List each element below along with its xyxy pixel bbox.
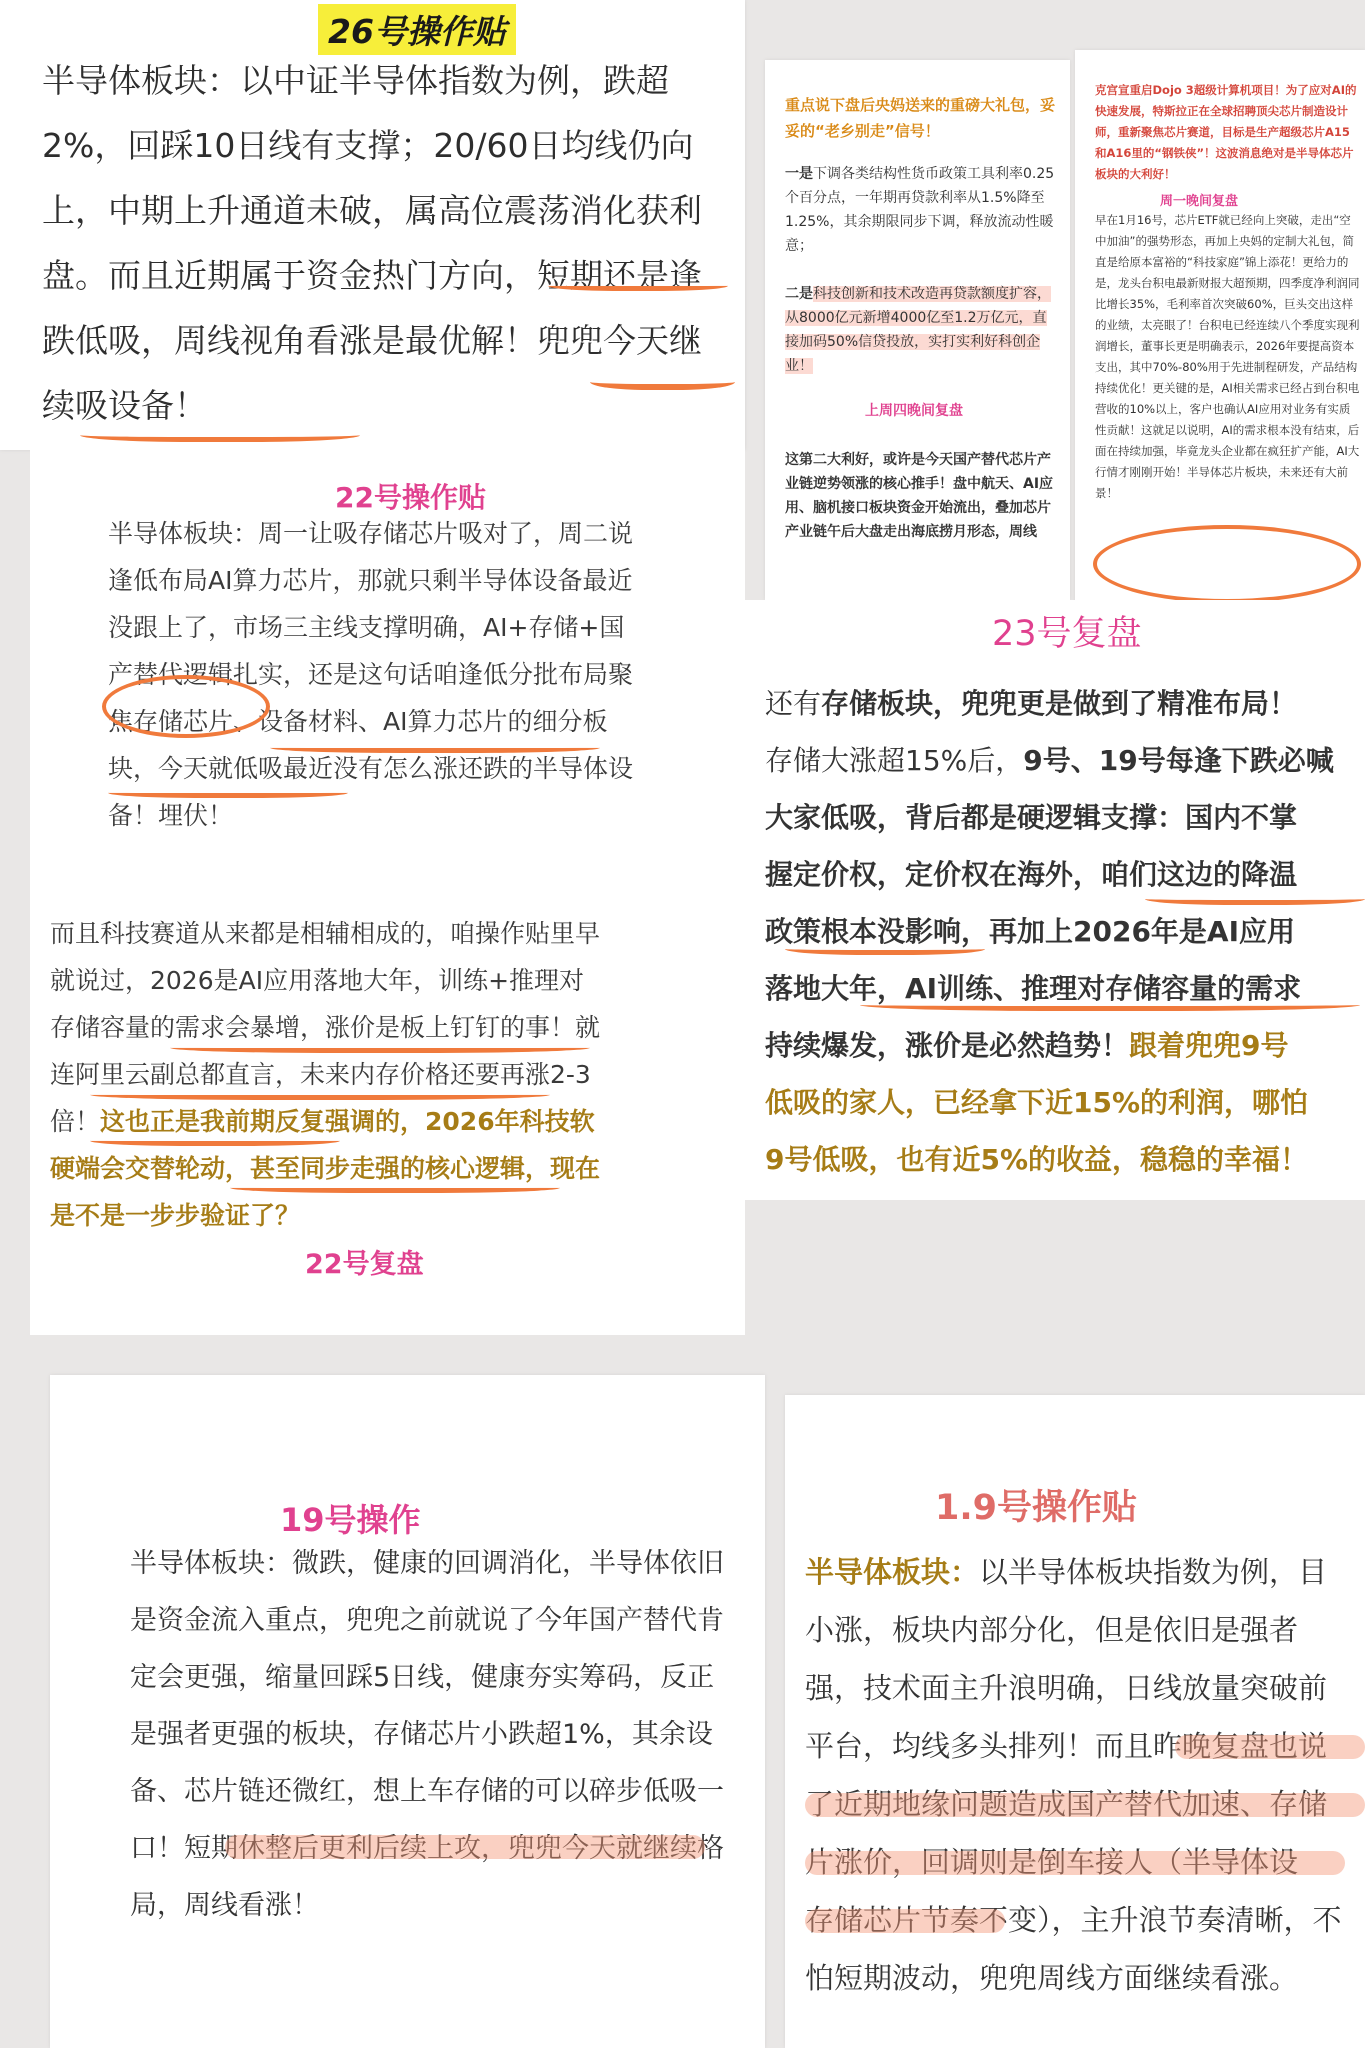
post-26-title: 26号操作贴	[318, 4, 516, 55]
policy-tag: 上周四晚间复盘	[865, 403, 963, 419]
post-1-9-text: 半导体板块：以半导体板块指数为例，目 小涨，板块内部分化，但是依旧是强者 强，技术面主升浪明确，日线放量突破前 平台，均线多头排列！而且昨晚复盘也说 了近期地缘问题造成国产替代加速、存储 片涨价，回调则是倒车接人（半导体设 存储芯片节奏不变），主升浪节奏清晰，不 怕短期波动，兜兜周线方面继续看涨。	[805, 1555, 1342, 1995]
post-19-card	[50, 1375, 765, 2048]
highlight-mark	[805, 1909, 1005, 1933]
underline-mark	[590, 370, 735, 390]
post-22-text: 半导体板块：周一让吸存储芯片吸对了，周二说逢低布局AI算力芯片，那就只剩半导体设备最近没跟上了，市场三主线支撑明确，AI+存储+国产替代逻辑扎实，还是这句话咱逢低分批布局聚焦存储芯片、设备材料、AI算力芯片的细分板块，今天就低吸最近没有怎么涨还跌的半导体设备！埋伏！	[108, 519, 634, 830]
gold-highlight-text: 这也正是我前期反复强调的，2026年科技软硬端会交替轮动，甚至同步走强的核心逻辑，现在是不是一步步验证了？	[50, 1107, 601, 1230]
post-22-title: 22号操作贴	[335, 481, 486, 514]
underline-mark	[548, 278, 728, 291]
highlight-mark	[225, 1835, 705, 1859]
post-1-9-card	[785, 1395, 1365, 2048]
post-23-card	[745, 600, 1365, 1200]
policy-card	[765, 60, 1070, 600]
post-23-title: 23号复盘	[992, 614, 1142, 654]
post-1-9-title: 1.9号操作贴	[935, 1488, 1138, 1528]
post-26-card	[0, 0, 745, 450]
post-22-card	[30, 450, 745, 1335]
highlight-mark	[805, 1851, 1345, 1875]
post-22-review-tag: 22号复盘	[305, 1249, 424, 1280]
highlight-mark	[805, 1793, 1365, 1817]
circle-mark	[102, 675, 270, 738]
underline-mark	[785, 940, 985, 955]
post-23-text: 还有存储板块，兜兜更是做到了精准布局！ 存储大涨超15%后，9号、19号每逢下跌必喊 大家低吸，背后都是硬逻辑支撑：国内不掌 握定价权，定价权在海外，咱们这边的降温 政策根本没影响，再加上2026年是AI应用 落地大年，AI训练、推理对存储容量的需求 持续爆发，涨价是必然趋势！跟着兜兜9号 低吸的家人，已经拿下近15%的利润，哪怕 9号低吸，也有近5%的收益，稳稳的幸福！	[765, 687, 1334, 1176]
policy-item-one: 一是下调各类结构性货币政策工具利率0.25个百分点，一年期再贷款利率从1.5%降至1.25%，其余期限同步下调，释放流动性暖意；	[785, 166, 1055, 254]
tesla-text: 克宫宣重启Dojo 3超级计算机项目！为了应对AI的快速发展，特斯拉正在全球招聘顶尖芯片制造设计师，重新聚焦芯片赛道，目标是生产超级芯片A15和A16里的“钢铁侠”！这波消息绝对是半导体芯片板块的大利好！	[1095, 83, 1357, 181]
underline-mark	[1145, 890, 1365, 905]
underline-mark	[90, 1087, 550, 1100]
post-19-title: 19号操作	[280, 1501, 421, 1539]
post-26-text: 半导体板块：以中证半导体指数为例，跌超2%，回踩10日线有支撑；20/60日均线仍向上，中期上升通道未破，属高位震荡消化获利盘。而且近期属于资金热门方向，短期还是逢跌低吸，周线视角看涨是最优解！兜兜今天继续吸设备！	[42, 61, 702, 425]
underline-mark	[170, 1040, 590, 1053]
underline-mark	[108, 785, 348, 798]
underline-mark	[90, 1133, 340, 1146]
policy-headline: 重点说下盘后央妈送来的重磅大礼包，妥妥的“老乡别走”信号！	[785, 96, 1056, 140]
policy-item-two: 二是科技创新和技术改造再贷款额度扩容，从8000亿元新增4000亿至1.2万亿元，直接加码50%信贷投放，实打实利好科创企业！	[785, 286, 1051, 374]
underline-mark	[270, 740, 600, 753]
tesla-text-2: 早在1月16号，芯片ETF就已经向上突破，走出“空中加油”的强势形态，再加上央妈的定制大礼包，简直是给原本富裕的“科技家庭”锦上添花！更给力的是，龙头台积电最新财报大超预期，四季度净利润同比增长35%，毛利率首次突破60%，巨头交出这样的业绩，太亮眼了！台积电已经连续八个季度实现利润增长，董事长更是明确表示，2026年要提高资本支出，其中70%-80%用于先进制程研发，产品结构持续优化！更关键的是，AI相关需求已经占到台积电营收的10%以上，客户也确认AI应用对业务有实质性贡献！这就足以说明，AI的需求根本没有结束，后面在持续加强，毕竟龙头企业都在疯狂扩产能，AI大行情才刚刚开始！半导体芯片板块，未来还有大前景！	[1095, 213, 1360, 500]
highlight-mark	[1175, 1735, 1365, 1759]
policy-item-three: 这第二大利好，或许是今天国产替代芯片产业链逆势领涨的核心推手！盘中航天、AI应用、脑机接口板块资金开始流出，叠加芯片产业链午后大盘走出海底捞月形态，周线	[785, 452, 1054, 540]
post-22-review-text: 而且科技赛道从来都是相辅相成的，咱操作贴里早就说过，2026是AI应用落地大年，训练+推理对存储容量的需求会暴增，涨价是板上钉钉的事！就连阿里云副总都直言，未来内存价格还要再涨2-3倍！这也正是我前期反复强调的，2026年科技软硬端会交替轮动，甚至同步走强的核心逻辑，现在是不是一步步验证了？	[50, 919, 601, 1230]
post-19-text: 半导体板块：微跌，健康的回调消化，半导体依旧是资金流入重点，兜兜之前就说了今年国产替代肯定会更强，缩量回踩5日线，健康夯实筹码，反正是强者更强的板块，存储芯片小跌超1%，其余设备、芯片链还微红，想上车存储的可以碎步低吸一口！短期休整后更利后续上攻，兜兜今天就继续格局，周线看涨！	[130, 1548, 724, 1921]
circle-mark	[1093, 525, 1361, 603]
tesla-card	[1075, 50, 1365, 610]
underline-mark	[860, 996, 1360, 1011]
underline-mark	[230, 1180, 560, 1193]
underline-mark	[80, 425, 360, 442]
tesla-tag: 周一晚间复盘	[1160, 194, 1239, 209]
